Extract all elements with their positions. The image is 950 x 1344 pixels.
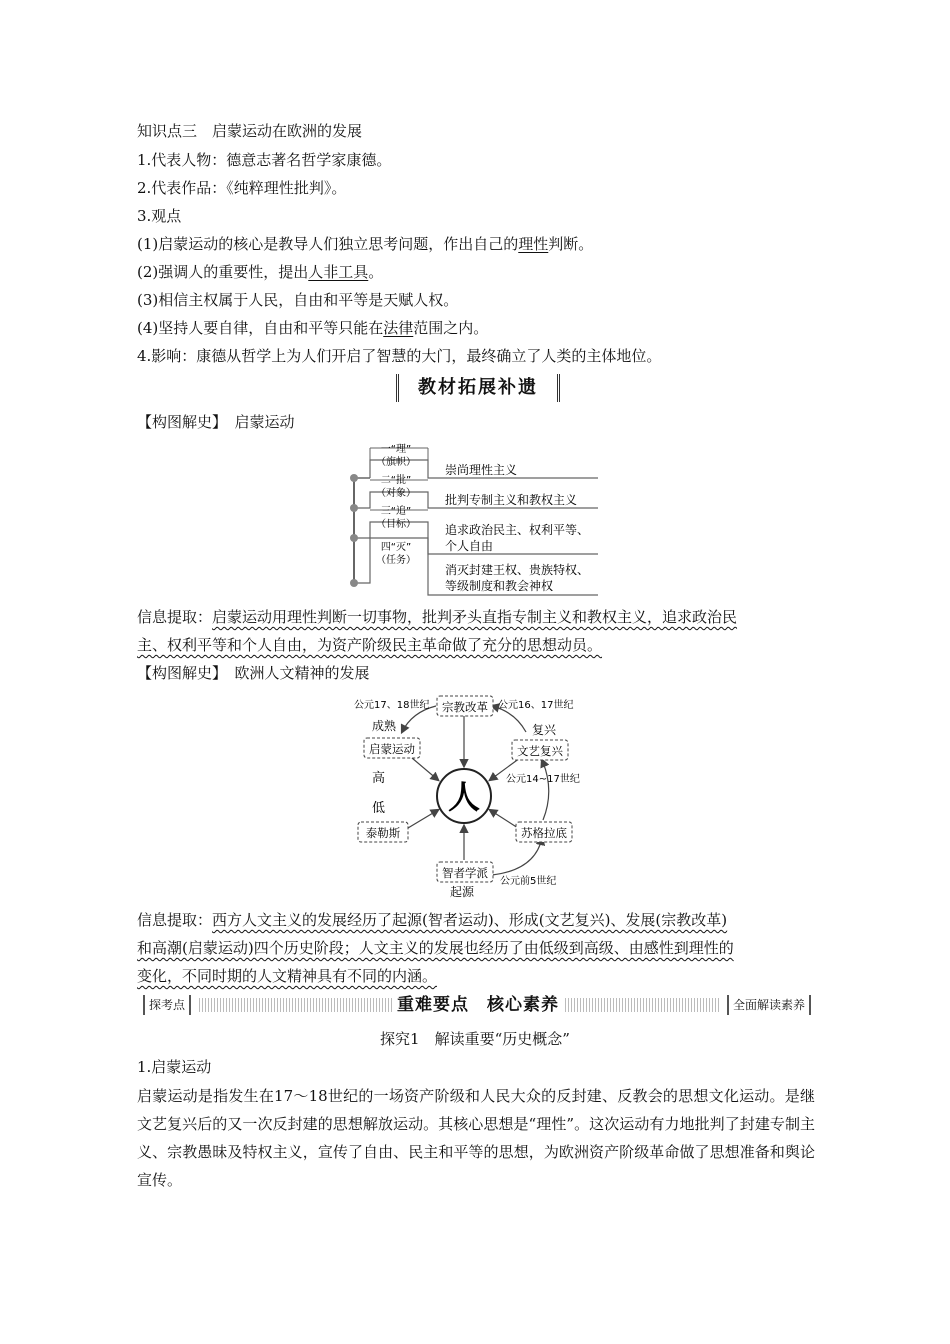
list-item <box>137 262 383 282</box>
humanism-diagram <box>350 690 620 899</box>
text: 。 <box>368 263 384 281</box>
info-label: 信息提取： <box>137 911 213 929</box>
list-item <box>137 318 488 338</box>
text: 范围之内。 <box>413 319 489 337</box>
section-banner: 教材拓展补遗 <box>396 374 560 402</box>
info-text: 和高潮(启蒙运动)四个历史阶段；人文主义的发展也经历了由低级到高级、由感性到理性的 <box>137 939 734 957</box>
node-dot <box>350 579 358 587</box>
node-socrates: 苏格拉底 <box>521 826 567 840</box>
diagram-text: 批判专制主义和教权主义 <box>445 493 578 507</box>
label-high: 高 <box>372 771 386 786</box>
diagram-text: 等级制度和教会神权 <box>445 579 554 593</box>
list-item: 2.代表作品：《纯粹理性批判》。 <box>137 179 347 197</box>
band-title: 重难要点 核心素养 <box>393 993 563 1017</box>
arrow <box>412 758 438 780</box>
arrow <box>490 810 518 828</box>
diagram-label: （任务） <box>376 555 416 566</box>
diagram-text: 崇尚理性主义 <box>445 463 518 477</box>
band-right-tag: 全面解读素养 <box>727 995 811 1015</box>
cycle-arrow <box>542 760 549 820</box>
list-item: 1.启蒙运动 <box>137 1058 212 1076</box>
diagram-heading: 【构图解史】 启蒙运动 <box>137 413 295 431</box>
section-title: 知识点三 启蒙运动在欧洲的发展 <box>137 122 363 140</box>
node-enlightenment: 启蒙运动 <box>369 742 415 756</box>
list-item: 4.影响：康德从哲学上为人们开启了智慧的大门，最终确立了人类的主体地位。 <box>137 347 662 365</box>
node-dot <box>350 534 358 542</box>
info-text: 西方人文主义的发展经历了起源(智者运动)、形成(文艺复兴)、发展(宗教改革) <box>212 911 728 929</box>
node-sophists: 智者学派 <box>442 866 488 880</box>
label-c1417: 公元14~17世纪 <box>506 774 580 785</box>
node-dot <box>350 504 358 512</box>
underlined-term: 人非工具 <box>308 263 369 281</box>
info-line <box>137 966 437 986</box>
label-bc5: 公元前5世纪 <box>500 876 557 887</box>
band-left-tag: 探考点 <box>143 995 191 1015</box>
info-line <box>137 910 727 930</box>
arrow <box>408 810 438 828</box>
body-paragraph: 启蒙运动是指发生在17～18世纪的一场资产阶级和人民大众的反封建、反教会的思想文化运动。是继文艺复兴后的又一次反封建的思想解放运动。其核心思想是“理性”。这次运动有力地批判了封建专制主义、宗教愚昧及特权主义，宣传了自由、民主和平等的思想，为欧洲资产阶级革命做了思想准备和舆论宣传。 <box>137 1087 815 1189</box>
underlined-term: 理性 <box>518 235 549 253</box>
info-text: 主、权利平等和个人自由，为资产阶级民主革命做了充分的思想动员。 <box>137 636 603 654</box>
diagram-label: （目标） <box>376 519 416 530</box>
diagram-heading: 【构图解史】 欧洲人文精神的发展 <box>137 664 370 682</box>
info-label: 信息提取： <box>137 608 213 626</box>
node-reformation: 宗教改革 <box>442 700 488 714</box>
list-item <box>137 234 593 254</box>
info-line <box>137 938 734 958</box>
label-mature: 成熟 <box>372 719 397 733</box>
node-dot <box>350 474 358 482</box>
label-c1718: 公元17、18世纪 <box>354 700 430 711</box>
info-line <box>137 635 602 655</box>
label-origin: 起源 <box>450 885 475 899</box>
node-thales: 泰勒斯 <box>365 826 401 840</box>
diagram-label: （对象） <box>376 488 416 499</box>
label-revival: 复兴 <box>532 723 557 737</box>
node-renaissance: 文艺复兴 <box>517 744 563 758</box>
section-band <box>143 995 811 1017</box>
diagram-label: 四“灭” <box>380 542 412 553</box>
text: (1)启蒙运动的核心是教导人们独立思考问题，作出自己的 <box>137 235 519 253</box>
list-item: 1.代表人物：德意志著名哲学家康德。 <box>137 151 392 169</box>
list-item: (3)相信主权属于人民，自由和平等是天赋人权。 <box>137 291 459 309</box>
diagram-label: 三“追” <box>380 506 412 517</box>
text: (2)强调人的重要性，提出 <box>137 263 309 281</box>
text: 判断。 <box>548 235 594 253</box>
diagram-text: 消灭封建王权、贵族特权、 <box>445 563 590 577</box>
info-text: 启蒙运动用理性判断一切事物，批判矛头直指专制主义和教权主义，追求政治民 <box>212 608 738 626</box>
diagram-text: 个人自由 <box>445 539 494 553</box>
underlined-term: 法律 <box>383 319 414 337</box>
enlightenment-diagram <box>340 438 610 598</box>
label-c1617: 公元16、17世纪 <box>498 700 574 711</box>
cycle-arrow <box>492 838 542 875</box>
info-line <box>137 607 737 627</box>
list-item: 3.观点 <box>137 207 182 225</box>
info-text: 变化，不同时期的人文精神具有不同的内涵。 <box>137 967 438 985</box>
diagram-label: （旗帜） <box>376 457 416 468</box>
label-low: 低 <box>372 801 386 816</box>
diagram-label: 一“理” <box>380 444 412 455</box>
center-char: 人 <box>447 778 481 816</box>
text: (4)坚持人要自律，自由和平等只能在 <box>137 319 384 337</box>
explore-title: 探究1 解读重要“历史概念” <box>380 1030 570 1048</box>
diagram-text: 追求政治民主、权利平等、 <box>445 523 590 537</box>
diagram-label: 二“批” <box>380 475 412 486</box>
